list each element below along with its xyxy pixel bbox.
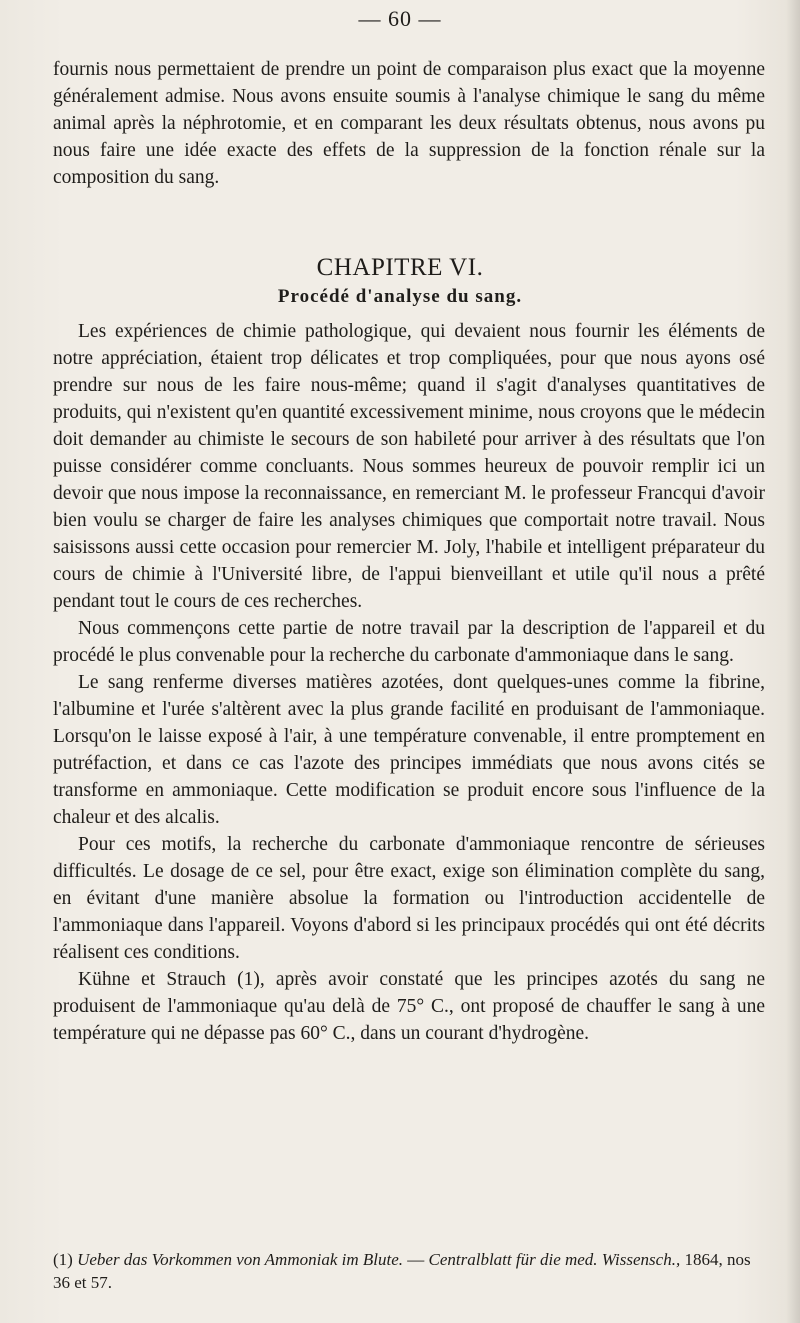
- footnote-marker: (1): [53, 1250, 73, 1269]
- intro-paragraph: fournis nous permettaient de prendre un point de comparaison plus exact que la moyenne généralement admise. Nous avons ensuite soumis à l'analyse chimique le sang du même animal après la néphrotomie, et en comparant les deux résultats obtenus, nous avons pu nous faire une idée exacte des effets de la suppression de la fonction rénale sur la composition du sang.: [53, 59, 765, 188]
- paragraph-2: Nous commençons cette partie de notre travail par la description de l'appareil et du procédé le plus convenable pour la recherche du carbonate d'ammoniaque dans le sang.: [53, 618, 765, 666]
- chapter-title: CHAPITRE VI.: [316, 254, 484, 281]
- paragraph-3: Le sang renferme diverses matières azotées, dont quelques-unes comme la fibrine, l'albumine et l'urée s'altèrent avec la plus grande facilité en produisant de l'ammoniaque. Lorsqu'on le laisse exposé à l'air, à une température convenable, il entre promptement en putréfaction, et dans ce cas l'azote des principes immédiats que nous avons cités se transforme en ammoniaque. Cette modification se produit encore sous l'influence de la chaleur et des alcalis.: [53, 672, 765, 828]
- footnote-details: 1864, nos 36 et 57.: [53, 1250, 751, 1292]
- page-number: — 60 —: [358, 6, 442, 31]
- footnote: [53, 1248, 765, 1294]
- paragraph-1: Les expériences de chimie pathologique, qui devaient nous fournir les éléments de notre appréciation, étaient trop délicates et trop compliquées, pour que nous ayons osé prendre sur nous de les faire nous-même; quand il s'agit d'analyses quantitatives de produits, qui n'existent qu'en quantité excessivement minime, nous croyons que le médecin doit demander au chimiste le secours de son habileté pour arriver à des résultats que l'on puisse considérer comme concluants. Nous sommes heureux de pouvoir remplir ici un devoir que nous impose la reconnaissance, en remerciant M. le professeur Francqui d'avoir bien voulu se charger de faire les analyses chimiques que comportait notre travail. Nous saisissons aussi cette occasion pour remercier M. Joly, l'habile et intelligent préparateur du cours de chimie à l'Université libre, de l'appui bienveillant et utile qu'il nous a prêté pendant tout le cours de ces recherches.: [53, 321, 765, 612]
- footnote-journal: Centralblatt für die med. Wissensch.,: [428, 1250, 681, 1269]
- body-text: [53, 318, 765, 1047]
- paragraph-5: Kühne et Strauch (1), après avoir constaté que les principes azotés du sang ne produisent de l'ammoniaque qu'au delà de 75° C., ont proposé de chauffer le sang à une température qui ne dépasse pas 60° C., dans un courant d'hydrogène.: [53, 969, 765, 1044]
- paragraph-4: Pour ces motifs, la recherche du carbonate d'ammoniaque rencontre de sérieuses difficultés. Le dosage de ce sel, pour être exact, exige son élimination complète du sang, en évitant d'une manière absolue la formation ou l'introduction accidentelle de l'ammoniaque dans l'appareil. Voyons d'abord si les principaux procédés qui ont été décrits réalisent ces conditions.: [53, 834, 765, 963]
- intro-paragraph-block: [53, 56, 765, 191]
- page-edge-shadow: [786, 0, 800, 1323]
- footnote-separator: —: [407, 1250, 425, 1269]
- footnote-title: Ueber das Vorkommen von Ammoniak im Blute.: [77, 1250, 404, 1269]
- section-title: Procédé d'analyse du sang.: [277, 286, 523, 307]
